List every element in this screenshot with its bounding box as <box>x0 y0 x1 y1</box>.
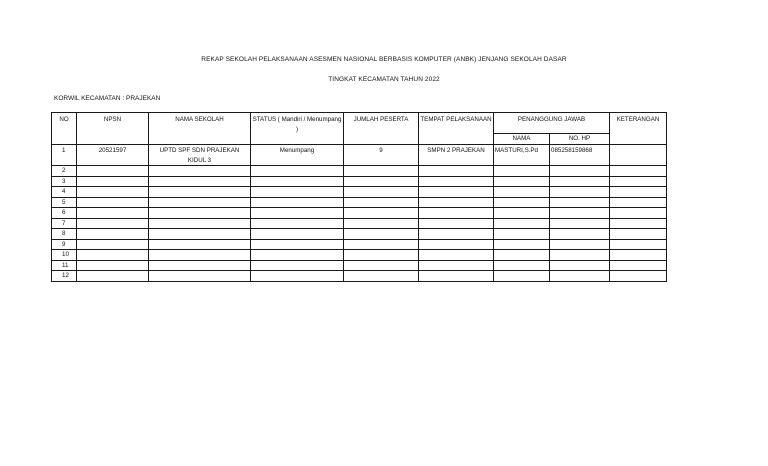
cell-status: Menumpang <box>251 145 344 166</box>
table-row <box>52 271 667 282</box>
cell-keterangan <box>610 239 667 250</box>
table-body <box>52 145 667 282</box>
cell-jumlah <box>344 218 419 229</box>
cell-no: 3 <box>52 176 77 187</box>
cell-hp <box>550 260 610 271</box>
table-row <box>52 239 667 250</box>
cell-nama <box>494 218 550 229</box>
header-jumlah-peserta: JUMLAH PESERTA <box>344 113 419 145</box>
cell-nama <box>494 187 550 198</box>
cell-npsn <box>77 187 149 198</box>
cell-status <box>251 166 344 177</box>
cell-hp: 085258159868 <box>550 145 610 166</box>
cell-npsn <box>77 208 149 219</box>
cell-keterangan <box>610 187 667 198</box>
cell-nama <box>494 260 550 271</box>
cell-status <box>251 176 344 187</box>
cell-nama-sekolah <box>149 176 251 187</box>
cell-tempat <box>419 271 494 282</box>
cell-keterangan <box>610 250 667 261</box>
cell-jumlah <box>344 260 419 271</box>
cell-nama-sekolah <box>149 229 251 240</box>
cell-nama <box>494 176 550 187</box>
cell-no: 12 <box>52 271 77 282</box>
cell-npsn <box>77 176 149 187</box>
cell-tempat <box>419 260 494 271</box>
cell-tempat <box>419 239 494 250</box>
cell-nama-sekolah <box>149 197 251 208</box>
cell-tempat <box>419 218 494 229</box>
cell-nama <box>494 271 550 282</box>
table-row <box>52 176 667 187</box>
rekap-table <box>51 112 667 282</box>
cell-nama-sekolah <box>149 218 251 229</box>
cell-hp <box>550 218 610 229</box>
cell-hp <box>550 187 610 198</box>
cell-hp <box>550 250 610 261</box>
cell-tempat <box>419 187 494 198</box>
cell-no: 1 <box>52 145 77 166</box>
cell-nama-sekolah <box>149 250 251 261</box>
header-tempat-pelaksanaan: TEMPAT PELAKSANAAN <box>419 113 494 145</box>
cell-nama-sekolah <box>149 260 251 271</box>
cell-npsn <box>77 218 149 229</box>
table-row <box>52 218 667 229</box>
cell-status <box>251 271 344 282</box>
cell-tempat <box>419 229 494 240</box>
document-title: REKAP SEKOLAH PELAKSANAAN ASESMEN NASIONAL BERBASIS KOMPUTER (ANBK) JENJANG SEKOLAH DASAR <box>201 56 567 63</box>
header-no-hp: NO. HP <box>550 134 610 145</box>
cell-npsn <box>77 166 149 177</box>
cell-npsn <box>77 250 149 261</box>
cell-nama-sekolah <box>149 239 251 250</box>
cell-no: 11 <box>52 260 77 271</box>
cell-npsn <box>77 229 149 240</box>
cell-npsn <box>77 271 149 282</box>
cell-no: 10 <box>52 250 77 261</box>
header-nama-sekolah: NAMA SEKOLAH <box>149 113 251 145</box>
header-penanggung-jawab: PENANGGUNG JAWAB <box>494 113 610 134</box>
cell-no: 8 <box>52 229 77 240</box>
cell-no: 6 <box>52 208 77 219</box>
cell-hp <box>550 176 610 187</box>
cell-no: 5 <box>52 197 77 208</box>
table-row <box>52 208 667 219</box>
cell-npsn: 20521597 <box>77 145 149 166</box>
header-nama: NAMA <box>494 134 550 145</box>
cell-no: 2 <box>52 166 77 177</box>
table-row <box>52 145 667 166</box>
cell-nama <box>494 239 550 250</box>
cell-nama-sekolah <box>149 187 251 198</box>
cell-hp <box>550 271 610 282</box>
header-keterangan: KETERANGAN <box>610 113 667 145</box>
cell-nama-sekolah: UPTD SPF SDN PRAJEKAN KIDUL 3 <box>149 145 251 166</box>
cell-keterangan <box>610 229 667 240</box>
cell-status <box>251 229 344 240</box>
table-row <box>52 229 667 240</box>
cell-hp <box>550 229 610 240</box>
cell-keterangan <box>610 166 667 177</box>
cell-keterangan <box>610 271 667 282</box>
cell-jumlah <box>344 197 419 208</box>
cell-keterangan <box>610 197 667 208</box>
cell-status <box>251 208 344 219</box>
table-row <box>52 197 667 208</box>
table-row <box>52 166 667 177</box>
cell-tempat <box>419 166 494 177</box>
cell-jumlah <box>344 176 419 187</box>
cell-keterangan <box>610 218 667 229</box>
cell-status <box>251 187 344 198</box>
cell-hp <box>550 208 610 219</box>
cell-tempat <box>419 176 494 187</box>
cell-npsn <box>77 260 149 271</box>
korwil-label: KORWIL KECAMATAN : PRAJEKAN <box>54 95 161 102</box>
table-row <box>52 187 667 198</box>
cell-npsn <box>77 239 149 250</box>
cell-jumlah: 9 <box>344 145 419 166</box>
cell-no: 9 <box>52 239 77 250</box>
cell-nama-sekolah <box>149 208 251 219</box>
cell-jumlah <box>344 166 419 177</box>
cell-nama <box>494 166 550 177</box>
cell-status <box>251 197 344 208</box>
cell-nama: MASTURI,S.Pd <box>494 145 550 166</box>
cell-jumlah <box>344 271 419 282</box>
cell-no: 4 <box>52 187 77 198</box>
cell-hp <box>550 166 610 177</box>
header-no: NO <box>52 113 77 145</box>
cell-jumlah <box>344 239 419 250</box>
cell-tempat: SMPN 2 PRAJEKAN <box>419 145 494 166</box>
cell-npsn <box>77 197 149 208</box>
cell-jumlah <box>344 208 419 219</box>
cell-no: 7 <box>52 218 77 229</box>
cell-nama <box>494 229 550 240</box>
cell-keterangan <box>610 208 667 219</box>
cell-status <box>251 250 344 261</box>
document-subtitle: TINGKAT KECAMATAN TAHUN 2022 <box>328 76 440 83</box>
cell-nama <box>494 250 550 261</box>
cell-status <box>251 239 344 250</box>
header-npsn: NPSN <box>77 113 149 145</box>
cell-nama-sekolah <box>149 271 251 282</box>
cell-status <box>251 260 344 271</box>
cell-keterangan <box>610 145 667 166</box>
cell-nama <box>494 197 550 208</box>
cell-keterangan <box>610 176 667 187</box>
cell-jumlah <box>344 187 419 198</box>
cell-nama-sekolah <box>149 166 251 177</box>
cell-tempat <box>419 208 494 219</box>
table-row <box>52 250 667 261</box>
cell-jumlah <box>344 229 419 240</box>
cell-hp <box>550 197 610 208</box>
header-status: STATUS ( Mandiri / Menumpang ) <box>251 113 344 145</box>
cell-status <box>251 218 344 229</box>
table-row <box>52 260 667 271</box>
cell-tempat <box>419 197 494 208</box>
cell-hp <box>550 239 610 250</box>
cell-keterangan <box>610 260 667 271</box>
cell-nama <box>494 208 550 219</box>
cell-jumlah <box>344 250 419 261</box>
cell-tempat <box>419 250 494 261</box>
